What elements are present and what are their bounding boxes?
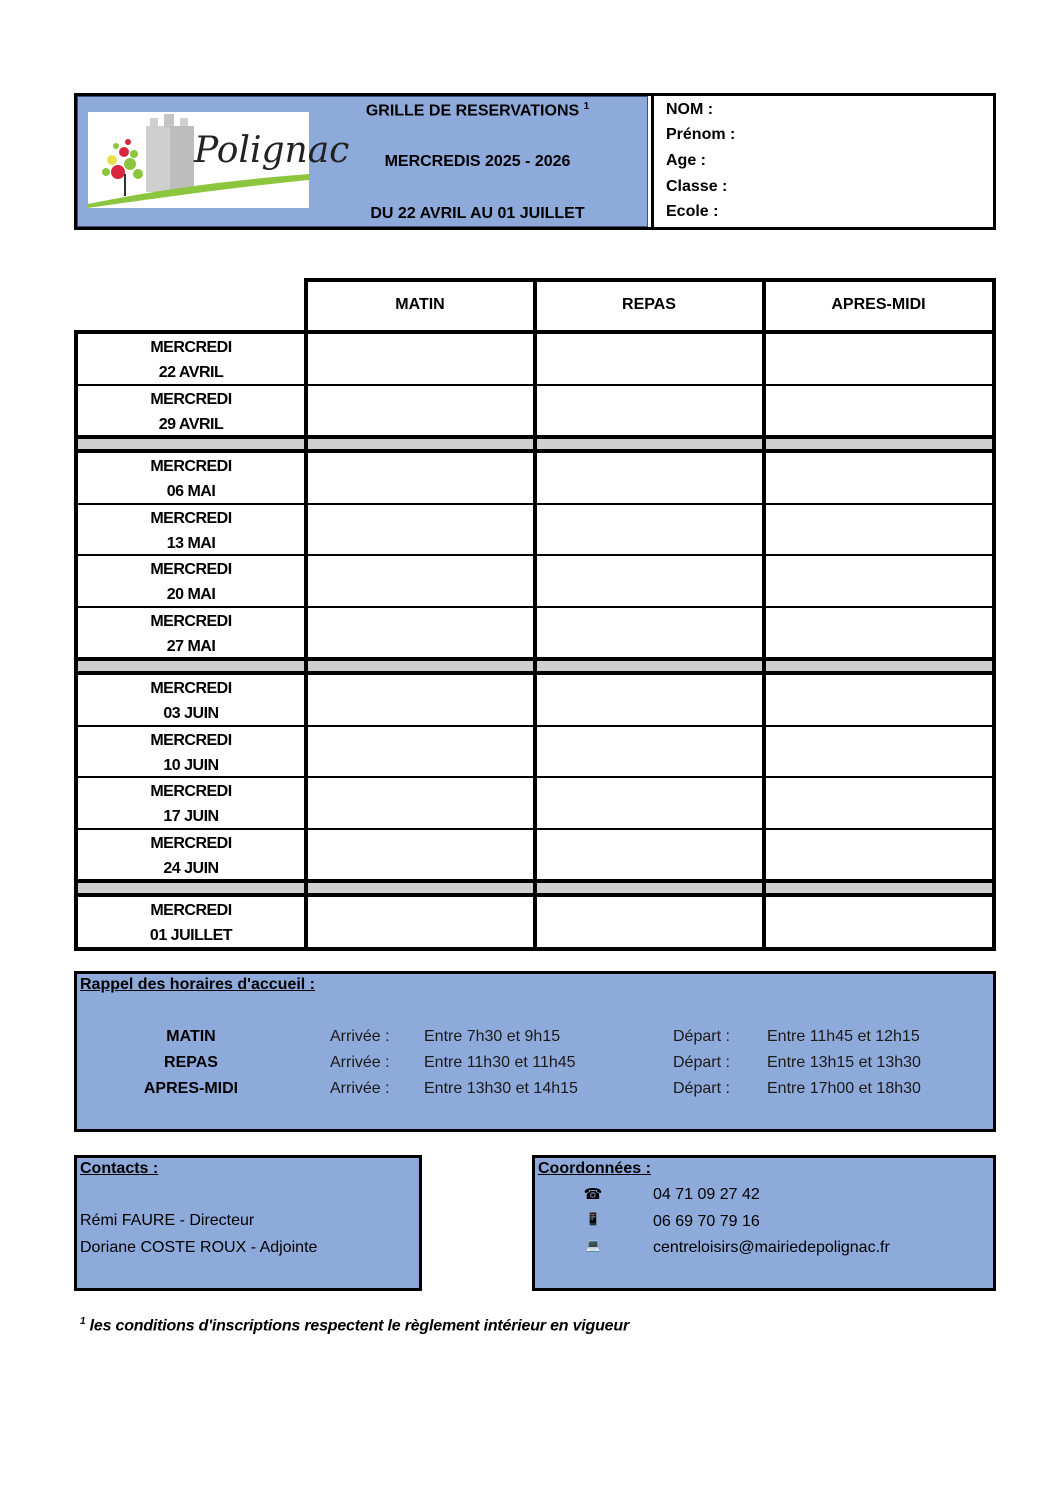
schedule-period: REPAS (164, 1054, 218, 1071)
footnote-marker: 1 (583, 101, 590, 112)
reservation-cell-repas[interactable] (537, 334, 762, 384)
reservation-cell-repas[interactable] (537, 830, 762, 880)
reservation-cell-apres-midi[interactable] (766, 453, 992, 503)
reservation-cell-matin[interactable] (308, 897, 533, 947)
reservation-cell-matin[interactable] (308, 675, 533, 725)
date: 10 JUIN (163, 756, 219, 774)
reservation-cell-apres-midi[interactable] (766, 727, 992, 777)
table-border (533, 278, 537, 951)
title-text: GRILLE DE RESERVATIONS (365, 102, 580, 120)
reservation-cell-repas[interactable] (537, 727, 762, 777)
reservation-cell-repas[interactable] (537, 505, 762, 555)
reservation-cell-repas[interactable] (537, 778, 762, 828)
reservation-cell-matin[interactable] (308, 778, 533, 828)
reservation-cell-repas[interactable] (537, 675, 762, 725)
reservation-cell-matin[interactable] (308, 505, 533, 555)
date: 06 MAI (166, 483, 216, 500)
reservation-cell-matin[interactable] (308, 334, 533, 384)
arrival-time: Entre 7h30 et 9h15 (424, 1028, 561, 1045)
arrival-time: Entre 13h30 et 14h15 (424, 1080, 578, 1097)
day-label (78, 506, 304, 556)
weekday: MERCREDI (150, 783, 232, 800)
column-header-repas: REPAS (622, 296, 676, 313)
arrival-label: Arrivée : (330, 1054, 390, 1071)
table-border (304, 278, 996, 282)
day-label (78, 557, 304, 607)
field-classe[interactable]: Classe : (666, 178, 728, 195)
weekday: MERCREDI (150, 561, 232, 578)
contact-person: Rémi FAURE - Directeur (80, 1212, 255, 1229)
reservation-cell-matin[interactable] (308, 386, 533, 436)
date: 27 MAI (166, 637, 216, 655)
mobile-phone-icon: 📱 (585, 1212, 601, 1226)
weekday: MERCREDI (150, 680, 232, 697)
day-label (78, 676, 304, 726)
reservation-cell-matin[interactable] (308, 453, 533, 503)
date: 24 JUIN (163, 859, 219, 877)
weekday: MERCREDI (150, 509, 232, 527)
weekday: MERCREDI (150, 902, 232, 919)
title-line-3: DU 22 AVRIL AU 01 JUILLET (370, 205, 585, 222)
reservation-cell-apres-midi[interactable] (766, 334, 992, 384)
reservation-cell-apres-midi[interactable] (766, 386, 992, 436)
reservation-cell-apres-midi[interactable] (766, 897, 992, 947)
field-nom[interactable]: NOM : (666, 101, 714, 118)
day-label (78, 387, 304, 437)
reservation-cell-matin[interactable] (308, 727, 533, 777)
contacts-title: Contacts : (80, 1160, 159, 1177)
departure-time: Entre 11h45 et 12h15 (767, 1028, 920, 1045)
title-line-1 (310, 101, 645, 120)
logo-text: Polignac (194, 130, 350, 171)
reservation-cell-apres-midi[interactable] (766, 830, 992, 880)
departure-time: Entre 13h15 et 13h30 (767, 1054, 921, 1071)
table-border (74, 330, 78, 951)
reservation-cell-repas[interactable] (537, 608, 762, 658)
reservation-cell-repas[interactable] (537, 556, 762, 606)
field-ecole[interactable]: Ecole : (666, 203, 719, 220)
table-border (992, 278, 996, 951)
arrival-time: Entre 11h30 et 11h45 (424, 1054, 576, 1071)
logo-graphic (88, 112, 350, 208)
reservation-cell-repas[interactable] (537, 897, 762, 947)
day-label (78, 454, 304, 504)
footnote-marker: 1 (80, 1316, 86, 1327)
table-border (304, 278, 308, 951)
date: 29 AVRIL (158, 415, 224, 433)
arrival-label: Arrivée : (330, 1080, 390, 1097)
weekday: MERCREDI (150, 612, 232, 630)
date: 01 JUILLET (149, 927, 233, 944)
phone-number[interactable]: 04 71 09 27 42 (653, 1186, 760, 1203)
departure-label: Départ : (673, 1080, 730, 1097)
column-header-apres-midi: APRES-MIDI (831, 296, 926, 313)
reservation-cell-repas[interactable] (537, 386, 762, 436)
departure-label: Départ : (673, 1028, 730, 1045)
schedule-period: MATIN (166, 1028, 216, 1045)
contact-person: Doriane COSTE ROUX - Adjointe (80, 1239, 318, 1256)
day-label (78, 898, 304, 948)
computer-icon: 💻 (585, 1238, 601, 1252)
footnote-text: les conditions d'inscriptions respectent le règlement intérieur en vigueur (89, 1317, 629, 1335)
weekday: MERCREDI (150, 390, 232, 408)
date: 20 MAI (166, 586, 216, 603)
day-label (78, 831, 304, 881)
reservation-cell-apres-midi[interactable] (766, 675, 992, 725)
reservation-cell-apres-midi[interactable] (766, 608, 992, 658)
arrival-label: Arrivée : (330, 1028, 390, 1045)
email-link[interactable]: centreloisirs@mairiedepolignac.fr (653, 1239, 890, 1256)
departure-time: Entre 17h00 et 18h30 (767, 1080, 921, 1097)
telephone-icon: ☎ (583, 1186, 603, 1203)
date: 03 JUIN (163, 705, 219, 722)
polignac-logo (88, 112, 350, 208)
column-header-matin: MATIN (395, 296, 445, 313)
schedule-box (74, 971, 996, 1132)
field-prenom[interactable]: Prénom : (666, 126, 736, 143)
weekday: MERCREDI (150, 339, 232, 356)
reservation-cell-matin[interactable] (308, 556, 533, 606)
coordinates-title: Coordonnées : (538, 1160, 651, 1177)
date: 22 AVRIL (158, 364, 224, 381)
reservation-cell-matin[interactable] (308, 830, 533, 880)
reservation-cell-repas[interactable] (537, 453, 762, 503)
day-label (78, 335, 304, 385)
schedule-title: Rappel des horaires d'accueil : (80, 976, 315, 993)
weekday: MERCREDI (150, 731, 232, 749)
reservation-cell-matin[interactable] (308, 608, 533, 658)
day-label (78, 728, 304, 778)
date: 17 JUIN (163, 808, 219, 825)
title-line-2: MERCREDIS 2025 - 2026 (384, 153, 571, 170)
day-label (78, 609, 304, 659)
mobile-number[interactable]: 06 69 70 79 16 (653, 1213, 760, 1230)
reservation-cell-apres-midi[interactable] (766, 505, 992, 555)
weekday: MERCREDI (150, 458, 232, 475)
footnote (80, 1316, 629, 1335)
field-age[interactable]: Age : (666, 152, 706, 169)
departure-label: Départ : (673, 1054, 730, 1071)
schedule-period: APRES-MIDI (143, 1080, 239, 1097)
table-border (762, 278, 766, 951)
day-label (78, 779, 304, 829)
weekday: MERCREDI (150, 834, 232, 852)
reservation-cell-apres-midi[interactable] (766, 778, 992, 828)
date: 13 MAI (166, 534, 216, 552)
reservation-cell-apres-midi[interactable] (766, 556, 992, 606)
